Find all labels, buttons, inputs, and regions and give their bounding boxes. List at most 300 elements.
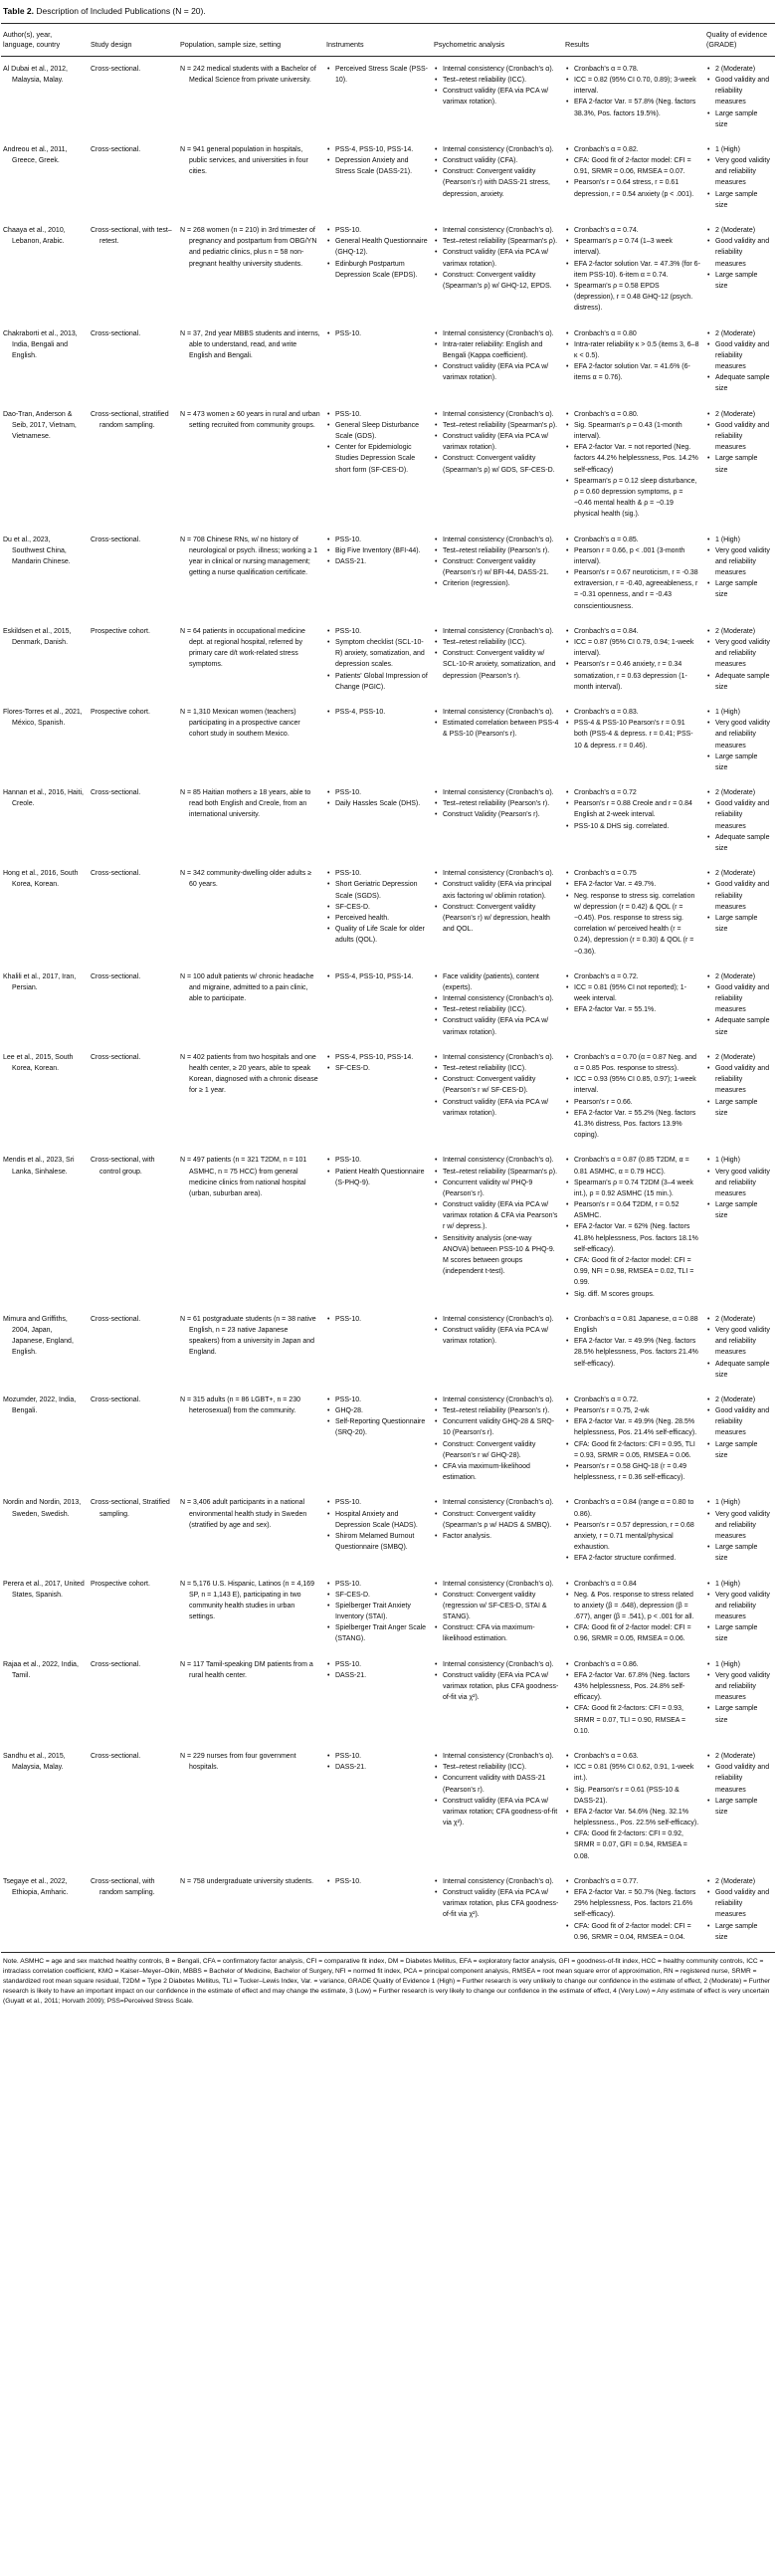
instruments-bullet-item: • Short Geriatric Depression Scale (SGDS). [326, 879, 428, 901]
cell-quality [704, 1148, 775, 1306]
quality-bullet-item: • Large sample size [706, 453, 771, 475]
design-text: Cross-sectional. [91, 145, 141, 153]
cell-author [1, 1307, 89, 1388]
cell-population [178, 700, 324, 780]
quality-bullet-item: • Adequate sample size [706, 1359, 771, 1381]
cell-instruments [324, 218, 432, 322]
cell-psychometric [432, 1572, 563, 1652]
author-text: Sandhu et al., 2015, Malaysia, Malay. [3, 1752, 66, 1772]
cell-author [1, 528, 89, 619]
quality-bullet-item: • Large sample size [706, 108, 771, 130]
results-bullet-item: • Spearman's ρ = 0.58 EPDS (depression), r = 0.48 GHQ-12 (psych. distress). [565, 281, 700, 315]
table-row [1, 1307, 775, 1388]
cell-results [563, 1744, 704, 1869]
author-text: Al Dubai et al., 2012, Malaysia, Malay. [3, 65, 68, 84]
cell-design [89, 1744, 178, 1869]
results-bullet-item: • Cronbach's α = 0.72 [565, 787, 700, 798]
cell-quality [704, 137, 775, 218]
design-text: Prospective cohort. [91, 627, 150, 635]
instruments-bullet-item: • SF-CES-D. [326, 1063, 428, 1074]
instruments-bullet-item: • Perceived Stress Scale (PSS-10). [326, 64, 428, 86]
design-text: Cross-sectional. [91, 329, 141, 337]
cell-design [89, 965, 178, 1045]
author-text: Andreou et al., 2011, Greece, Greek. [3, 145, 68, 165]
instruments-bullet-item: • PSS-10. [326, 1395, 428, 1405]
cell-psychometric [432, 1045, 563, 1149]
design-text: Cross-sectional, with random sampling. [91, 1877, 155, 1897]
psychometric-bullet-item: • Internal consistency (Cronbach's α). [434, 1052, 559, 1063]
results-bullet-item: • EFA 2-factor Var. = 49.9% (Neg. factors 28.5% helplessness, Pos. factors 21.4% self-efficacy). [565, 1336, 700, 1370]
publications-table [1, 23, 775, 1950]
table-row [1, 1490, 775, 1571]
cell-instruments [324, 1307, 432, 1388]
cell-population [178, 780, 324, 861]
psychometric-bullet-item: • Internal consistency (Cronbach's α). [434, 868, 559, 879]
quality-bullet-item: • Very good validity and reliability measures [706, 1509, 771, 1543]
psychometric-bullet-item: • Test–retest reliability (Spearman's ρ). [434, 236, 559, 247]
cell-psychometric [432, 1744, 563, 1869]
results-bullet-item: • EFA 2-factor Var. = 57.8% (Neg. factors 38.3%, Pos. factors 19.5%). [565, 97, 700, 118]
results-bullet-item: • Pearson's r = 0.88 Creole and r = 0.84 English at 2-week interval. [565, 798, 700, 820]
population-text: N = 117 Tamil-speaking DM patients from a rural health center. [180, 1660, 313, 1679]
cell-population [178, 56, 324, 137]
author-text: Du et al., 2023, Southwest China, Mandarin Chinese. [3, 536, 71, 565]
cell-psychometric [432, 700, 563, 780]
results-bullet-item: • Pearson r = 0.66, p < .001 (3-month interval). [565, 545, 700, 567]
instruments-bullet-item: • General Health Questionnaire (GHQ-12). [326, 236, 428, 258]
results-bullet-item: • Cronbach's α = 0.63. [565, 1751, 700, 1762]
design-text: Cross-sectional. [91, 1660, 141, 1668]
cell-design [89, 1652, 178, 1744]
cell-instruments [324, 861, 432, 965]
results-bullet-item: • CFA: Good fit of 2-factor model: CFI = 0.96, SRMR = 0.05, RMSEA = 0.06. [565, 1622, 700, 1644]
results-bullet-item: • Pearson's r = 0.64 T2DM, r = 0.52 ASMHC. [565, 1199, 700, 1221]
cell-author [1, 1572, 89, 1652]
results-bullet-item: • Cronbach's α = 0.72. [565, 971, 700, 982]
instruments-bullet-item: • Edinburgh Postpartum Depression Scale (EPDS). [326, 259, 428, 281]
psychometric-bullet-item: • Construct validity (CFA). [434, 155, 559, 166]
psychometric-bullet-item: • Internal consistency (Cronbach's α). [434, 787, 559, 798]
cell-quality [704, 780, 775, 861]
cell-results [563, 965, 704, 1045]
psychometric-bullet-item: • Estimated correlation between PSS-4 & PSS-10 (Pearson's r). [434, 718, 559, 740]
population-text: N = 3,406 adult participants in a national environmental health study in Sweden (stratified by age and sex). [180, 1499, 307, 1529]
results-bullet-item: • EFA 2-factor Var. = 62% (Neg. factors 41.8% helplessness, Pos. factors 18.1% self-efficacy). [565, 1221, 700, 1255]
quality-bullet-item: • 2 (Moderate) [706, 1876, 771, 1887]
instruments-bullet-item: • PSS-10. [326, 1314, 428, 1325]
results-bullet-item: • CFA: Good fit 2-factors: CFI = 0.93, SRMR = 0.07, TLI = 0.90, RMSEA = 0.10. [565, 1703, 700, 1737]
cell-population [178, 528, 324, 619]
instruments-bullet-item: • PSS-10. [326, 1659, 428, 1670]
quality-bullet-item: • Very good validity and reliability measures [706, 1167, 771, 1200]
design-text: Cross-sectional, with control group. [91, 1157, 155, 1176]
cell-results [563, 402, 704, 528]
table-row [1, 861, 775, 965]
psychometric-bullet-item: • Test–retest reliability (ICC). [434, 637, 559, 648]
table-title [1, 4, 775, 23]
quality-bullet-item: • Good validity and reliability measures [706, 236, 771, 270]
psychometric-bullet-item: • Construct validity (EFA via PCA w/ varimax rotation). [434, 86, 559, 107]
cell-author [1, 218, 89, 322]
cell-design [89, 700, 178, 780]
quality-bullet-item: • Large sample size [706, 1439, 771, 1461]
cell-population [178, 218, 324, 322]
cell-results [563, 1869, 704, 1950]
table-row [1, 1388, 775, 1491]
cell-instruments [324, 1045, 432, 1149]
quality-bullet-item: • 1 (High) [706, 707, 771, 718]
cell-design [89, 861, 178, 965]
cell-quality [704, 1652, 775, 1744]
quality-bullet-item: • Large sample size [706, 1622, 771, 1644]
cell-population [178, 1652, 324, 1744]
quality-bullet-item: • Large sample size [706, 1199, 771, 1221]
author-text: Dao-Tran, Anderson & Seib, 2017, Vietnam, Vietnamese. [3, 410, 77, 441]
cell-population [178, 1572, 324, 1652]
results-bullet-item: • EFA 2-factor structure confirmed. [565, 1553, 700, 1564]
results-bullet-item: • Pearson's r = 0.67 neuroticism, r = -0.38 extraversion, r = -0.40, agreeableness, r = -0.31 openness, and r = -0.43 conscientiousness. [565, 567, 700, 612]
psychometric-bullet-item: • Concurrent validity w/ PHQ-9 (Pearson's r). [434, 1178, 559, 1199]
instruments-bullet-item: • PSS-4, PSS-10, PSS-14. [326, 971, 428, 982]
cell-psychometric [432, 402, 563, 528]
instruments-bullet-item: • Symptom checklist (SCL-10-R) anxiety, somatization, and depression scales. [326, 637, 428, 671]
cell-quality [704, 402, 775, 528]
cell-design [89, 528, 178, 619]
cell-design [89, 1388, 178, 1491]
results-bullet-item: • ICC = 0.81 (95% CI 0.62, 0.91, 1-week int.). [565, 1762, 700, 1784]
results-bullet-item: • Spearman's ρ = 0.74 (1–3 week interval). [565, 236, 700, 258]
quality-bullet-item: • 1 (High) [706, 1579, 771, 1590]
population-text: N = 37, 2nd year MBBS students and interns, able to understand, read, and write English and Bengali. [180, 329, 320, 359]
quality-bullet-item: • Large sample size [706, 913, 771, 935]
results-bullet-item: • Intra-rater reliability κ > 0.5 (items 3, 6–8 κ < 0.5). [565, 339, 700, 361]
table-row [1, 965, 775, 1045]
instruments-bullet-item: • DASS-21. [326, 1762, 428, 1773]
table-row [1, 1869, 775, 1950]
results-bullet-item: • Pearson's r = 0.46 anxiety, r = 0.34 somatization, r = 0.63 depression (1-month interval). [565, 659, 700, 693]
psychometric-bullet-item: • Internal consistency (Cronbach's α). [434, 1579, 559, 1590]
cell-design [89, 402, 178, 528]
results-bullet-item: • Cronbach's α = 0.84 (range α = 0.80 to 0.86). [565, 1497, 700, 1519]
instruments-bullet-item: • Center for Epidemiologic Studies Depression Scale short form (SF-CES-D). [326, 442, 428, 476]
psychometric-bullet-item: • Criterion (regression). [434, 578, 559, 589]
cell-author [1, 861, 89, 965]
quality-bullet-item: • Large sample size [706, 1097, 771, 1119]
quality-bullet-item: • 1 (High) [706, 535, 771, 545]
psychometric-bullet-item: • Test–retest reliability (ICC). [434, 1762, 559, 1773]
author-text: Chaaya et al., 2010, Lebanon, Arabic. [3, 227, 66, 246]
psychometric-bullet-item: • Construct validity (EFA via PCA w/ varimax rotation, plus CFA goodness-of-fit via χ²). [434, 1887, 559, 1921]
results-bullet-item: • EFA 2-factor Var. = 50.7% (Neg. factors 29% helplessness, Pos. factors 21.6% self-efficacy). [565, 1887, 700, 1921]
instruments-bullet-item: • PSS-10. [326, 1497, 428, 1508]
cell-instruments [324, 1388, 432, 1491]
table-row [1, 1744, 775, 1869]
population-text: N = 5,176 U.S. Hispanic, Latinos (n = 4,169 SP, n = 1,143 E), participating in two community health studies in urban settings. [180, 1580, 315, 1621]
results-bullet-item: • Sig. Spearman's ρ = 0.43 (1-month interval). [565, 420, 700, 442]
cell-design [89, 56, 178, 137]
results-bullet-item: • Spearman's ρ = 0.12 sleep disturbance, ρ = 0.60 depression symptoms, ρ = −0.46 mental health & ρ = −0.19 physical health (sig.). [565, 476, 700, 521]
psychometric-bullet-item: • Internal consistency (Cronbach's α). [434, 535, 559, 545]
quality-bullet-item: • 2 (Moderate) [706, 409, 771, 420]
instruments-bullet-item: • PSS-10. [326, 409, 428, 420]
results-bullet-item: • Pearson's r = 0.58 GHQ-18 (r = 0.49 helplessness, r = 0.36 self-efficacy). [565, 1461, 700, 1483]
quality-bullet-item: • Good validity and reliability measures [706, 1405, 771, 1439]
quality-bullet-item: • Large sample size [706, 578, 771, 600]
results-bullet-item: • Cronbach's α = 0.84. [565, 626, 700, 637]
quality-bullet-item: • Large sample size [706, 1921, 771, 1943]
psychometric-bullet-item: • Construct validity (EFA via principal axis factoring w/ oblimin rotation). [434, 879, 559, 901]
quality-bullet-item: • Adequate sample size [706, 832, 771, 854]
design-text: Cross-sectional. [91, 1315, 141, 1323]
cell-author [1, 619, 89, 700]
instruments-bullet-item: • Shirom Melamed Burnout Questionnaire (SMBQ). [326, 1531, 428, 1553]
instruments-bullet-item: • Perceived health. [326, 913, 428, 924]
psychometric-bullet-item: • Construct: Convergent validity (Spearman's ρ) w/ GHQ-12, EPDS. [434, 270, 559, 292]
table-row [1, 1148, 775, 1306]
cell-design [89, 780, 178, 861]
psychometric-bullet-item: • Test–retest reliability (ICC). [434, 1063, 559, 1074]
instruments-bullet-item: • PSS-10. [326, 1155, 428, 1166]
cell-results [563, 1490, 704, 1571]
results-bullet-item: • ICC = 0.81 (95% CI not reported); 1-week interval. [565, 982, 700, 1004]
quality-bullet-item: • Good validity and reliability measures [706, 1762, 771, 1796]
cell-psychometric [432, 619, 563, 700]
author-text: Khalili et al., 2017, Iran, Persian. [3, 972, 77, 991]
cell-quality [704, 1869, 775, 1950]
psychometric-bullet-item: • Internal consistency (Cronbach's α). [434, 1876, 559, 1887]
cell-design [89, 1490, 178, 1571]
instruments-bullet-item: • PSS-10. [326, 535, 428, 545]
results-bullet-item: • EFA 2-factor Var. = 55.2% (Neg. factors 41.3% distress, Pos. factors 13.9% coping). [565, 1108, 700, 1142]
psychometric-bullet-item: • Construct: Convergent validity (Pearson's r) w/ BFI-44, DASS-21. [434, 556, 559, 578]
table-row [1, 619, 775, 700]
population-text: N = 402 patients from two hospitals and one health center, ≥ 20 years, able to speak Korean, diagnosed with a chronic disease for ≥ 1 year. [180, 1053, 318, 1095]
psychometric-bullet-item: • Test–retest reliability (Pearson's r). [434, 1405, 559, 1416]
instruments-bullet-item: • PSS-10. [326, 328, 428, 339]
design-text: Cross-sectional. [91, 536, 141, 543]
results-bullet-item: • Cronbach's α = 0.74. [565, 225, 700, 236]
psychometric-bullet-item: • Test–retest reliability (Spearman's ρ). [434, 1167, 559, 1178]
cell-psychometric [432, 1869, 563, 1950]
cell-psychometric [432, 1388, 563, 1491]
table-row [1, 322, 775, 402]
cell-results [563, 1572, 704, 1652]
author-text: Flores-Torres et al., 2021, México, Spanish. [3, 708, 83, 728]
design-text: Prospective cohort. [91, 708, 150, 716]
results-bullet-item: • Cronbach's α = 0.86. [565, 1659, 700, 1670]
quality-bullet-item: • 1 (High) [706, 1497, 771, 1508]
cell-quality [704, 861, 775, 965]
quality-bullet-item: • 2 (Moderate) [706, 64, 771, 75]
cell-population [178, 965, 324, 1045]
quality-bullet-item: • 2 (Moderate) [706, 868, 771, 879]
author-text: Lee et al., 2015, South Korea, Korean. [3, 1053, 74, 1073]
quality-bullet-item: • 2 (Moderate) [706, 787, 771, 798]
cell-population [178, 861, 324, 965]
cell-psychometric [432, 56, 563, 137]
quality-bullet-item: • Large sample size [706, 1542, 771, 1564]
psychometric-bullet-item: • Construct: Convergent validity (Spearman's ρ w/ HADS & SMBQ). [434, 1509, 559, 1531]
cell-quality [704, 218, 775, 322]
cell-design [89, 1572, 178, 1652]
cell-psychometric [432, 218, 563, 322]
results-bullet-item: • Cronbach's α = 0.82. [565, 144, 700, 155]
cell-quality [704, 1045, 775, 1149]
population-text: N = 708 Chinese RNs, w/ no history of neurological or psych. illness; working ≥ 1 year in clinical or nursing management; getting a nurse qualification certificate. [180, 536, 318, 577]
results-bullet-item: • Cronbach's α = 0.80 [565, 328, 700, 339]
results-bullet-item: • Cronbach's α = 0.84 [565, 1579, 700, 1590]
instruments-bullet-item: • DASS-21. [326, 556, 428, 567]
results-bullet-item: • ICC = 0.93 (95% CI 0.85, 0.97); 1-week interval. [565, 1074, 700, 1096]
results-bullet-item: • Sig. Pearson's r = 0.61 (PSS-10 & DASS-21). [565, 1785, 700, 1807]
author-text: Tsegaye et al., 2022, Ethiopia, Amharic. [3, 1877, 69, 1897]
psychometric-bullet-item: • Internal consistency (Cronbach's α). [434, 993, 559, 1004]
results-bullet-item: • Cronbach's α = 0.80. [565, 409, 700, 420]
psychometric-bullet-item: • Concurrent validity with DASS-21 (Pearson's r). [434, 1773, 559, 1795]
author-text: Eskildsen et al., 2015, Denmark, Danish. [3, 627, 72, 647]
cell-instruments [324, 780, 432, 861]
design-text: Cross-sectional. [91, 972, 141, 980]
results-bullet-item: • ICC = 0.82 (95% CI 0.70, 0.89); 3-week interval. [565, 75, 700, 97]
results-bullet-item: • Cronbach's α = 0.87 (0.85 T2DM, α = 0.81 ASMHC, α = 0.79 HCC). [565, 1155, 700, 1177]
psychometric-bullet-item: • Construct: Convergent validity (Pearson's r w/ SF-CES-D). [434, 1074, 559, 1096]
quality-bullet-item: • Very good validity and reliability measures [706, 155, 771, 189]
results-bullet-item: • CFA: Good fit of 2-factor model: CFI = 0.96, SRMR = 0.04, RMSEA = 0.04. [565, 1921, 700, 1943]
cell-psychometric [432, 1148, 563, 1306]
psychometric-bullet-item: • Internal consistency (Cronbach's α). [434, 626, 559, 637]
quality-bullet-item: • Large sample size [706, 751, 771, 773]
psychometric-bullet-item: • Construct validity (EFA via PCA w/ varimax rotation). [434, 361, 559, 383]
instruments-bullet-item: • PSS-4, PSS-10. [326, 707, 428, 718]
cell-instruments [324, 1148, 432, 1306]
table-row [1, 1045, 775, 1149]
results-bullet-item: • EFA 2-factor Var. = not reported (Neg. factors 44.2% helplessness, Pos. 14.2% self-efficacy) [565, 442, 700, 476]
cell-design [89, 1869, 178, 1950]
instruments-bullet-item: • PSS-10. [326, 1751, 428, 1762]
cell-instruments [324, 402, 432, 528]
results-bullet-item: • Pearson's r = 0.75, 2-wk [565, 1405, 700, 1416]
design-text: Prospective cohort. [91, 1580, 150, 1588]
psychometric-bullet-item: • Internal consistency (Cronbach's α). [434, 144, 559, 155]
results-bullet-item: • Cronbach's α = 0.85. [565, 535, 700, 545]
psychometric-bullet-item: • Test–retest reliability (Pearson's r). [434, 798, 559, 809]
cell-population [178, 1045, 324, 1149]
results-bullet-item: • EFA 2-factor Var. = 49.7%. [565, 879, 700, 890]
results-bullet-item: • PSS-10 & DHS sig. correlated. [565, 821, 700, 832]
quality-bullet-item: • Good validity and reliability measures [706, 879, 771, 913]
results-bullet-item: • Pearson's r = 0.64 stress, r = 0.61 depression, r = 0.54 anxiety (p < .001). [565, 177, 700, 199]
cell-author [1, 137, 89, 218]
cell-instruments [324, 1572, 432, 1652]
cell-author [1, 1045, 89, 1149]
psychometric-bullet-item: • Internal consistency (Cronbach's α). [434, 1659, 559, 1670]
instruments-bullet-item: • DASS-21. [326, 1670, 428, 1681]
results-bullet-item: • Sig. diff. M scores groups. [565, 1289, 700, 1300]
instruments-bullet-item: • PSS-10. [326, 787, 428, 798]
table-title-prefix: Table 2. [3, 6, 35, 16]
design-text: Cross-sectional. [91, 65, 141, 73]
cell-results [563, 218, 704, 322]
cell-psychometric [432, 861, 563, 965]
cell-author [1, 1744, 89, 1869]
psychometric-bullet-item: • Construct Validity (Pearson's r). [434, 809, 559, 820]
cell-population [178, 1490, 324, 1571]
population-text: N = 497 patients (n = 321 T2DM, n = 101 ASMHC, n = 75 HCC) from general medicine clinics from national hospital (urban, suburban area). [180, 1157, 307, 1197]
cell-population [178, 1307, 324, 1388]
cell-author [1, 402, 89, 528]
cell-quality [704, 1490, 775, 1571]
cell-author [1, 1869, 89, 1950]
cell-author [1, 322, 89, 402]
psychometric-bullet-item: • Construct validity (EFA via PCA w/ varimax rotation, plus CFA goodness-of-fit via χ²). [434, 1670, 559, 1704]
results-bullet-item: • EFA 2-factor solution Var. = 47.3% (for 6-item PSS-10). 6-item α = 0.74. [565, 259, 700, 281]
cell-results [563, 528, 704, 619]
quality-bullet-item: • Very good validity and reliability measures [706, 637, 771, 671]
table-row [1, 402, 775, 528]
psychometric-bullet-item: • Construct: Convergent validity (Pearson's r w/ GHQ-28). [434, 1439, 559, 1461]
psychometric-bullet-item: • Internal consistency (Cronbach's α). [434, 1155, 559, 1166]
column-header-psychometric: Psychometric analysis [432, 23, 563, 56]
cell-population [178, 1388, 324, 1491]
cell-instruments [324, 322, 432, 402]
results-bullet-item: • Neg. & Pos. response to stress related to anxiety (β = .648), depression (β = .677), anger (β = .541), p < .001 for all. [565, 1590, 700, 1623]
quality-bullet-item: • 2 (Moderate) [706, 971, 771, 982]
instruments-bullet-item: • Self-Reporting Questionnaire (SRQ-20). [326, 1416, 428, 1438]
psychometric-bullet-item: • Construct validity (EFA via PCA w/ varimax rotation & CFA via Pearson's r w/ depress.). [434, 1199, 559, 1233]
table-footnote: Note. ASMHC = age and sex matched healthy controls, B = Bengali, CFA = confirmatory factor analysis, CFI = comparative fit index, DM = Diabetes Mellitus, EFA = exploratory factor analysis, GFI = goodness-of-fit index, HCC = healthy community controls, ICC = intraclass correlation coefficient, KMO = Kaiser–Meyer–Olkin, MBBS = Bachelor of Medicine, Bachelor of Surgery, NFI = normed fit index, PCA = principal component analysis, RMSEA = root mean square error of approximation, RN = registered nurse, SRMR = standardized root mean square residual, T2DM = Type 2 Diabetes Mellitus, TLI = Tucker–Lewis Index, Var. = variance, GRADE Quality of Evidence 1 (High) = Further research is very unlikely to change our confidence in the estimate of effect, 2 (Moderate) = Further research is likely to have an important impact on our confidence in the estimate of effect and may change the estimate, 3 (Low) = Further research is very likely to change our confidence in the estimate of effect, 4 (Very Low) = Any estimate of effect is very uncertain (Guyatt et al., 2011; Horvath 2009); PSS=Perceived Stress Scale. [1, 1952, 775, 2008]
psychometric-bullet-item: • Factor analysis. [434, 1531, 559, 1542]
design-text: Cross-sectional. [91, 870, 141, 878]
cell-design [89, 218, 178, 322]
cell-design [89, 322, 178, 402]
cell-quality [704, 322, 775, 402]
population-text: N = 100 adult patients w/ chronic headache and migraine, admitted to a pain clinic, able to participate. [180, 972, 314, 1003]
population-text: N = 229 nurses from four government hospitals. [180, 1752, 296, 1772]
instruments-bullet-item: • PSS-4, PSS-10, PSS-14. [326, 144, 428, 155]
cell-author [1, 1652, 89, 1744]
quality-bullet-item: • Very good validity and reliability measures [706, 718, 771, 751]
cell-quality [704, 619, 775, 700]
results-bullet-item: • EFA 2-factor Var. 54.6% (Neg. 32.1% helplessness., Pos. 22.5% self-efficacy). [565, 1807, 700, 1828]
results-bullet-item: • Pearson's r = 0.57 depression, r = 0.68 anxiety, r = 0.71 mental/physical exhaustion. [565, 1520, 700, 1554]
quality-bullet-item: • 2 (Moderate) [706, 626, 771, 637]
psychometric-bullet-item: • Face validity (patients), content (experts). [434, 971, 559, 993]
author-text: Perera et al., 2017, United States, Spanish. [3, 1580, 85, 1599]
psychometric-bullet-item: • Construct validity (EFA via PCA w/ varimax rotation). [434, 1325, 559, 1347]
quality-bullet-item: • Good validity and reliability measures [706, 339, 771, 373]
population-text: N = 342 community-dwelling older adults ≥ 60 years. [180, 870, 312, 889]
results-bullet-item: • Spearman's ρ = 0.74 T2DM (3–4 week int.), ρ = 0.92 ASMHC (15 min.). [565, 1178, 700, 1199]
cell-quality [704, 1572, 775, 1652]
psychometric-bullet-item: • Intra-rater reliability: English and Bengali (Kappa coefficient). [434, 339, 559, 361]
table-row [1, 1572, 775, 1652]
psychometric-bullet-item: • Internal consistency (Cronbach's α). [434, 1751, 559, 1762]
psychometric-bullet-item: • Internal consistency (Cronbach's α). [434, 1497, 559, 1508]
cell-psychometric [432, 1652, 563, 1744]
author-text: Mimura and Griffiths, 2004, Japan, Japanese, England, English. [3, 1315, 74, 1357]
results-bullet-item: • EFA 2-factor solution Var. = 41.6% (6-items α = 0.76). [565, 361, 700, 383]
column-header-quality: Quality of evidence (GRADE) [704, 23, 775, 56]
results-bullet-item: • Cronbach's α = 0.83. [565, 707, 700, 718]
design-text: Cross-sectional, Stratified sampling. [91, 1499, 170, 1518]
quality-bullet-item: • 2 (Moderate) [706, 1395, 771, 1405]
psychometric-bullet-item: • Internal consistency (Cronbach's α). [434, 1314, 559, 1325]
cell-author [1, 56, 89, 137]
psychometric-bullet-item: • Construct validity (EFA via PCA w/ varimax rotation). [434, 1015, 559, 1037]
psychometric-bullet-item: • Internal consistency (Cronbach's α). [434, 225, 559, 236]
cell-population [178, 402, 324, 528]
cell-results [563, 1148, 704, 1306]
